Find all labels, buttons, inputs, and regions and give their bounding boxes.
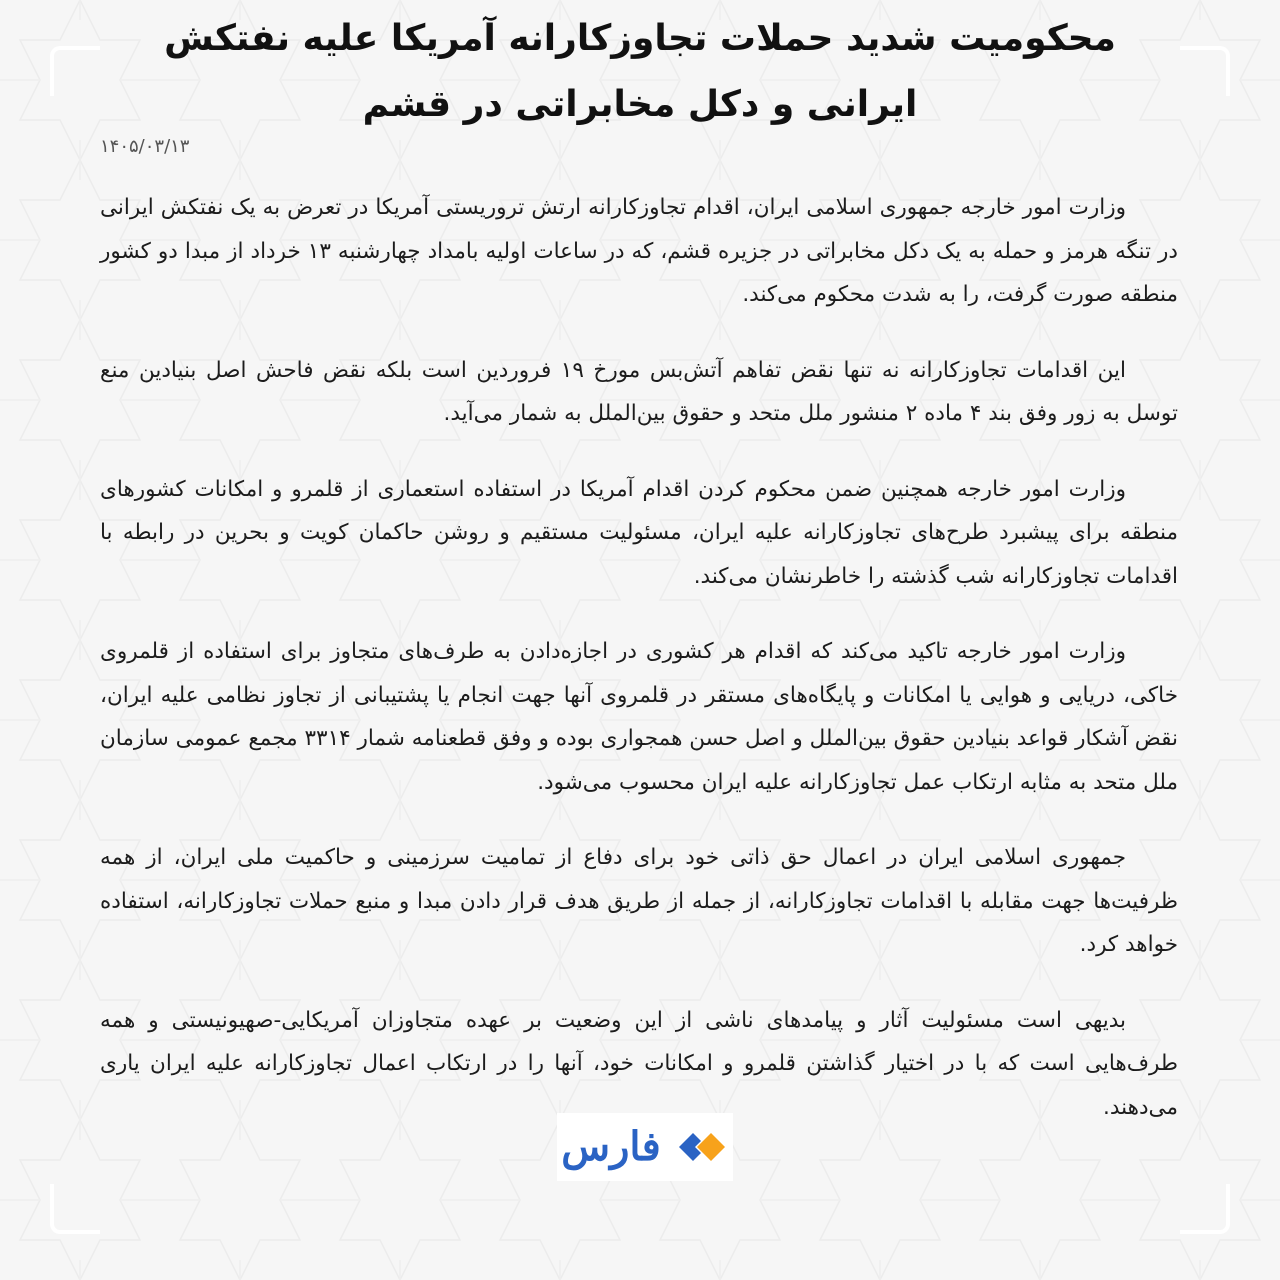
paragraph-3: وزارت امور خارجه همچنین ضمن محکوم کردن اقدام آمریکا در استفاده استعماری از قلمرو و امکانات کشورهای منطقه برای پیشبرد طرح‌های تجاوزکارانه علیه ایران، مسئولیت مستقیم و روشن حاکمان کویت و بحرین در رابطه با اقدامات تجاوزکارانه شب گذشته را خاطرنشان می‌کند. — [100, 476, 1178, 589]
fars-logo — [557, 1113, 733, 1181]
frame-corner-bottom-right — [1180, 1184, 1230, 1234]
paragraph-6: بدیهی است مسئولیت آثار و پیامدهای ناشی از این وضعیت بر عهده متجاوزان آمریکایی-صهیونیستی و همه طرف‌هایی است که با در اختیار گذاشتن قلمرو و امکانات خود، آنها را در ارتکاب اعمال تجاوزکارانه علیه ایران یاری می‌دهند. — [100, 1007, 1178, 1120]
paragraph-1: وزارت امور خارجه جمهوری اسلامی ایران، اقدام تجاوزکارانه ارتش تروریستی آمریکا در تعرض به یک نفتکش ایرانی در تنگه هرمز و حمله به یک دکل مخابراتی در جزیره قشم، که در ساعات اولیه بامداد چهارشنبه ۱۳ خرداد از مبدا دو کشور منطقه صورت گرفت، را به شدت محکوم می‌کند. — [100, 195, 1178, 307]
article-body — [100, 186, 1178, 1161]
paragraph-2: این اقدامات تجاوزکارانه نه تنها نقض تفاهم آتش‌بس مورخ ۱۹ فروردین است بلکه نقض فاحش اصل بنیادین منع توسل به زور وفق بند ۴ ماده ۲ منشور ملل متحد و حقوق بین‌الملل به شمار می‌آید. — [100, 357, 1178, 426]
paragraph-4: وزارت امور خارجه تاکید می‌کند که اقدام هر کشوری در اجازه‌دادن به طرف‌های متجاوز برای استفاده از قلمروی خاکی، دریایی و هوایی یا امکانات و پایگاه‌های مستقر در قلمروی آنها جهت انجام یا پشتیبانی از تجاوز نظامی علیه ایران، نقض آشکار قواعد بنیادین حقوق بین‌الملل و اصل حسن همجواری بوده و وفق قطعنامه شمار ۳۳۱۴ مجمع عمومی سازمان ملل متحد به مثابه ارتکاب عمل تجاوزکارانه علیه ایران محسوب می‌شود. — [100, 639, 1178, 795]
frame-corner-top-right — [1180, 46, 1230, 96]
paragraph-5: جمهوری اسلامی ایران در اعمال حق ذاتی خود برای دفاع از تمامیت سرزمینی و حاکمیت ملی ایران، از همه ظرفیت‌ها جهت مقابله با اقدامات تجاوزکارانه، از جمله از طریق هدف قرار دادن مبدا و منبع حملات تجاوزکارانه، استفاده خواهد کرد. — [100, 845, 1178, 957]
publish-date: ۱۴۰۵/۰۳/۱۳ — [100, 136, 190, 157]
fars-diamond-logo-icon — [671, 1123, 729, 1171]
headline: محکومیت شدید حملات تجاوزکارانه آمریکا علیه نفتکش ایرانی و دکل مخابراتی در قشم — [164, 18, 1116, 125]
frame-corner-bottom-left — [50, 1184, 100, 1234]
fars-logo-text: فارس — [561, 1123, 661, 1170]
frame-corner-top-left — [50, 46, 100, 96]
